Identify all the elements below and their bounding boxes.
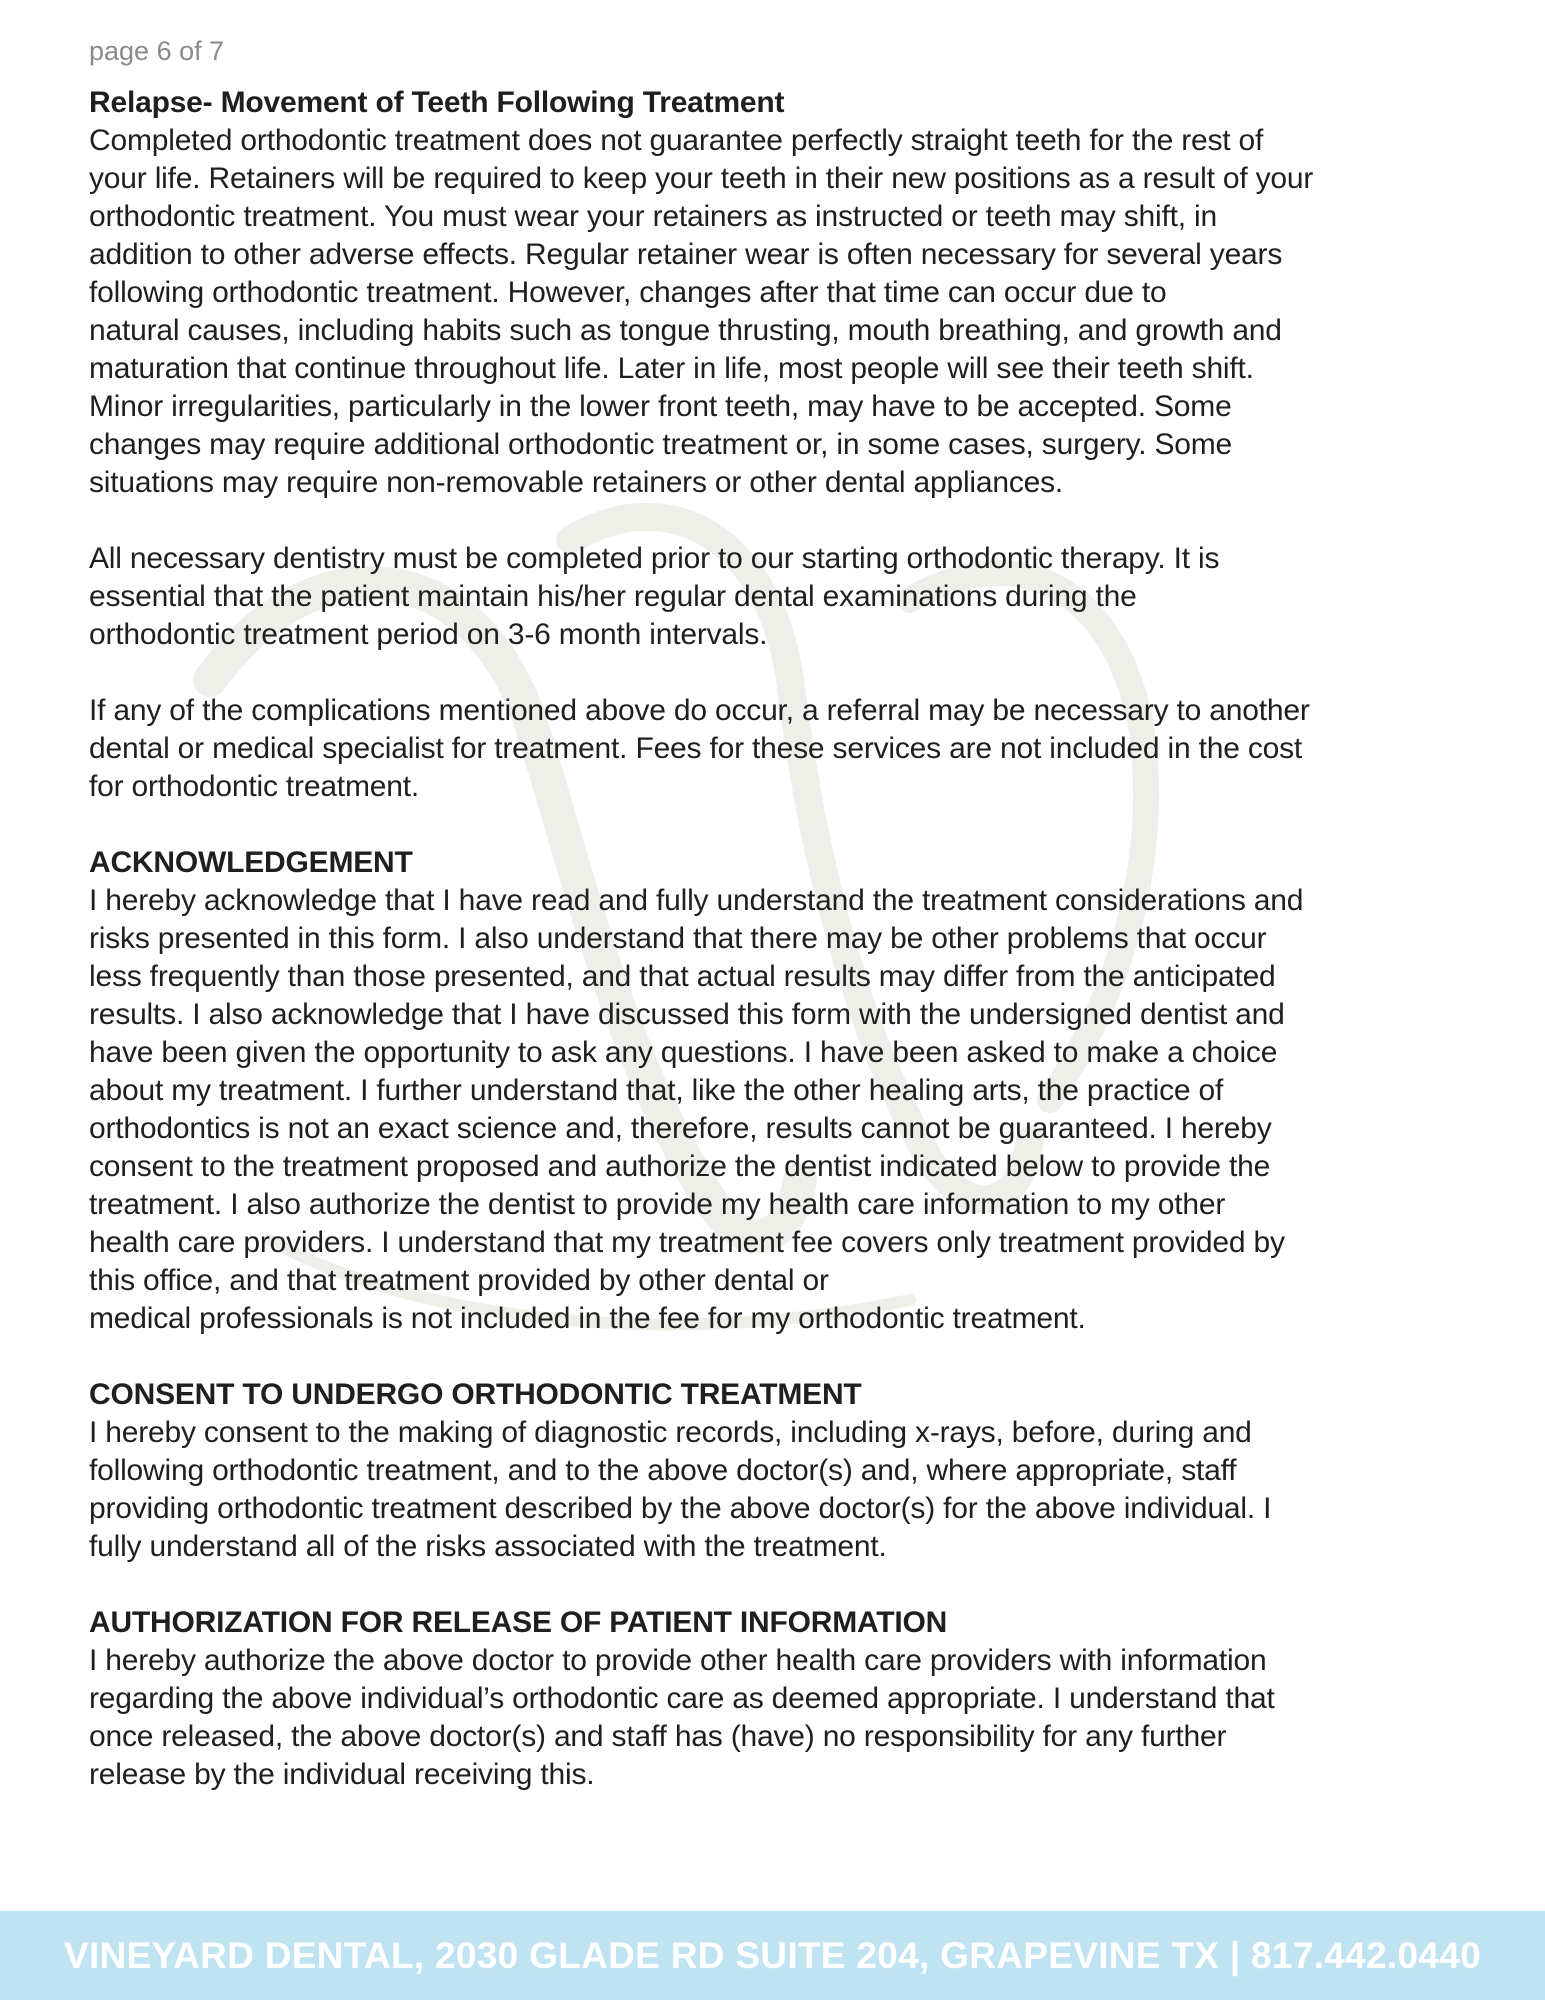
section-complications-referral xyxy=(89,692,1469,806)
footer-bar xyxy=(0,1911,1545,2000)
section-heading-authorization-release: AUTHORIZATION FOR RELEASE OF PATIENT INFORMATION xyxy=(89,1606,948,1639)
section-heading-relapse: Relapse- Movement of Teeth Following Treatment xyxy=(89,86,785,119)
section-relapse xyxy=(89,84,1469,502)
section-paragraph-consent: I hereby consent to the making of diagnostic records, including x-rays, before, during and following orthodontic treatment, and to the above doctor(s) and, where appropriate, staff providing orthodontic treatment described by the above doctor(s) for the above individual. I fully understand all of the risks associated with the treatment. xyxy=(89,1416,1272,1563)
section-consent xyxy=(89,1376,1469,1566)
section-paragraph-complications-referral: If any of the complications mentioned above do occur, a referral may be necessary to another dental or medical specialist for treatment. Fees for these services are not included in the cost for orthodontic treatment. xyxy=(89,694,1310,803)
section-authorization-release xyxy=(89,1604,1469,1794)
section-heading-acknowledgement: ACKNOWLEDGEMENT xyxy=(89,846,413,879)
section-paragraph-acknowledgement: I hereby acknowledge that I have read and fully understand the treatment considerations and risks presented in this form. I also understand that there may be other problems that occur less frequently than those presented, and that actual results may differ from the anticipated results. I also acknowledge that I have discussed this form with the undersigned dentist and have been given the opportunity to ask any questions. I have been asked to make a choice about my treatment. I further understand that, like the other healing arts, the practice of orthodontics is not an exact science and, therefore, results cannot be guaranteed. I hereby consent to the treatment proposed and authorize the dentist indicated below to provide the treatment. I also authorize the dentist to provide my health care information to my other health care providers. I understand that my treatment fee covers only treatment provided by this office, and that treatment provided by other dental or medical professionals is not included in the fee for my orthodontic treatment. xyxy=(89,884,1304,1335)
section-paragraph-authorization-release: I hereby authorize the above doctor to provide other health care providers with information regarding the above individual’s orthodontic care as deemed appropriate. I understand that once released, the above doctor(s) and staff has (have) no responsibility for any further release by the individual receiving this. xyxy=(89,1644,1275,1791)
footer-address-phone: VINEYARD DENTAL, 2030 GLADE RD SUITE 204, GRAPEVINE TX | 817.442.0440 xyxy=(64,1934,1481,1976)
document-body xyxy=(89,84,1469,1832)
section-acknowledgement xyxy=(89,844,1469,1338)
section-paragraph-relapse: Completed orthodontic treatment does not guarantee perfectly straight teeth for the rest of your life. Retainers will be required to keep your teeth in their new positions as a result of your orthodontic treatment. You must wear your retainers as instructed or teeth may shift, in addition to other adverse effects. Regular retainer wear is often necessary for several years following orthodontic treatment. However, changes after that time can occur due to natural causes, including habits such as tongue thrusting, mouth breathing, and growth and maturation that continue throughout life. Later in life, most people will see their teeth shift. Minor irregularities, particularly in the lower front teeth, may have to be accepted. Some changes may require additional orthodontic treatment or, in some cases, surgery. Some situations may require non-removable retainers or other dental appliances. xyxy=(89,124,1314,499)
section-paragraph-dentistry-prior: All necessary dentistry must be completed prior to our starting orthodontic therapy. It is essential that the patient maintain his/her regular dental examinations during the orthodontic treatment period on 3-6 month intervals. xyxy=(89,542,1220,651)
section-dentistry-prior xyxy=(89,540,1469,654)
section-heading-consent: CONSENT TO UNDERGO ORTHODONTIC TREATMENT xyxy=(89,1378,862,1411)
page-number: page 6 of 7 xyxy=(89,36,225,66)
